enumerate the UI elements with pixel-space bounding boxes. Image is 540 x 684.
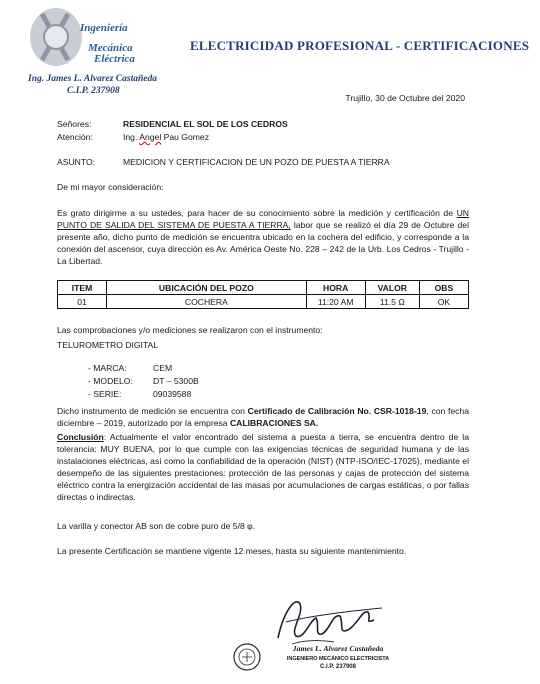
logo-emblem-icon — [28, 6, 88, 68]
senores-label: Señores: — [57, 119, 92, 129]
calibration-cert: Certificado de Calibración No. CSR-1018-19 — [247, 406, 427, 416]
spec-modelo-value: DT – 5300B — [153, 376, 199, 386]
spec-marca-value: CEM — [153, 363, 173, 373]
atencion-value: Ing. Angel Pau Gomez — [123, 132, 209, 142]
logo — [28, 6, 148, 70]
table-row — [58, 295, 469, 309]
table-header-row — [58, 281, 469, 295]
calibration-company: CALIBRACIONES SA. — [229, 418, 319, 428]
stamp-title: INGENIERO MECÁNICO ELECTRICISTA — [286, 656, 390, 662]
validity-note: La presente Certificación se mantiene vigente 12 meses, hasta su siguiente mantenimiento. — [57, 546, 407, 556]
col-location: UBICACIÓN DEL POZO — [107, 281, 306, 295]
conclusion-label: Conclusión — [57, 432, 104, 442]
intro-text-2: labor que se realizó el día 29 de Octubre del presente año, dicho punto de medición se encuentra ubicado en la cochera del edificio, y corresponde a la conexión del ascensor, cuya dirección es Av. América Oeste No. 228 – 242 de la Urb. Los Cedros - Trujillo - La Libertad. — [57, 220, 469, 266]
spec-modelo-label: - MODELO: — [88, 376, 133, 386]
logo-text-line1: Ingeniería — [80, 22, 128, 34]
calibration-paragraph — [57, 405, 469, 429]
senores-value: RESIDENCIAL EL SOL DE LOS CEDROS — [123, 119, 288, 129]
calibration-text-2: , con fecha diciembre – 2019, autorizado por la empresa — [57, 406, 469, 428]
cell-location: COCHERA — [107, 295, 306, 309]
engineer-cip: C.I.P. 237908 — [67, 86, 120, 96]
stamp-cip: C.I.P. 237908 — [320, 664, 356, 670]
spec-serie-value: 09039588 — [153, 389, 192, 399]
greeting: De mi mayor consideración: — [57, 182, 164, 192]
instrument-name: TELUROMETRO DIGITAL — [57, 340, 159, 350]
intro-text-1: Es grato dirigirme a su ustedes, para hacer de su conocimiento sobre la medición y certificación de — [57, 208, 457, 218]
cell-time: 11:20 AM — [306, 295, 365, 309]
instrument-intro: Las comprobaciones y/o mediciones se realizaron con el instrumento: — [57, 325, 323, 335]
cell-item: 01 — [58, 295, 107, 309]
measurement-table — [57, 280, 469, 309]
spellcheck-word: Angel — [139, 132, 162, 142]
col-value: VALOR — [365, 281, 419, 295]
engineer-name: Ing. James L. Alvarez Castañeda — [28, 74, 157, 84]
col-item: ITEM — [58, 281, 107, 295]
asunto-value: MEDICION Y CERTIFICACION DE UN POZO DE PUESTA A TIERRA — [123, 157, 390, 167]
intro-underlined: UN PUNTO DE SALIDA DEL SISTEMA DE PUESTA A TIERRA, — [57, 208, 469, 230]
calibration-text-1: Dicho instrumento de medición se encuentra con — [57, 406, 248, 416]
cell-obs: OK — [419, 295, 468, 309]
rod-note: La varilla y conector AB son de cobre puro de 5/8 φ. — [57, 521, 256, 531]
conclusion-text: : Actualmente el valor encontrado del sistema a puesta a tierra, se encuentra dentro de la tolerancia: MUY BUENA, por lo que cumple con las exigencias técnicas de seguridad humana y de las instalaciones eléctricas, así como la confiabilidad de la operación (NIST) (NTP-ISO/IEC-17025), mediante el desempeño de las siguientes prestaciones: protección de las personas y cajas de protección del sistema eléctrico contra la energización accidental de las masas por acumulaciones de cargas estáticas, o por fallas directas o indirectas. — [57, 432, 469, 502]
logo-text-line3: Eléctrica — [94, 53, 135, 65]
col-time: HORA — [306, 281, 365, 295]
spec-marca-label: - MARCA: — [88, 363, 127, 373]
asunto-label: ASUNTO: — [57, 157, 96, 167]
atencion-label: Atención: — [57, 132, 93, 142]
intro-paragraph — [57, 207, 469, 267]
cell-value: 11.5 Ω — [365, 295, 419, 309]
logo-text-line2: Mecánica — [88, 42, 133, 54]
seal-stamp-icon — [232, 642, 262, 672]
date-line: Trujillo, 30 de Octubre del 2020 — [345, 93, 465, 103]
conclusion-paragraph — [57, 431, 469, 503]
spec-serie-label: - SERIE: — [88, 389, 122, 399]
signature-image — [270, 590, 390, 650]
page-title: ELECTRICIDAD PROFESIONAL - CERTIFICACIONES — [190, 38, 530, 53]
stamp-name: James L. Alvarez Castañeda — [292, 644, 384, 653]
col-obs: OBS — [419, 281, 468, 295]
